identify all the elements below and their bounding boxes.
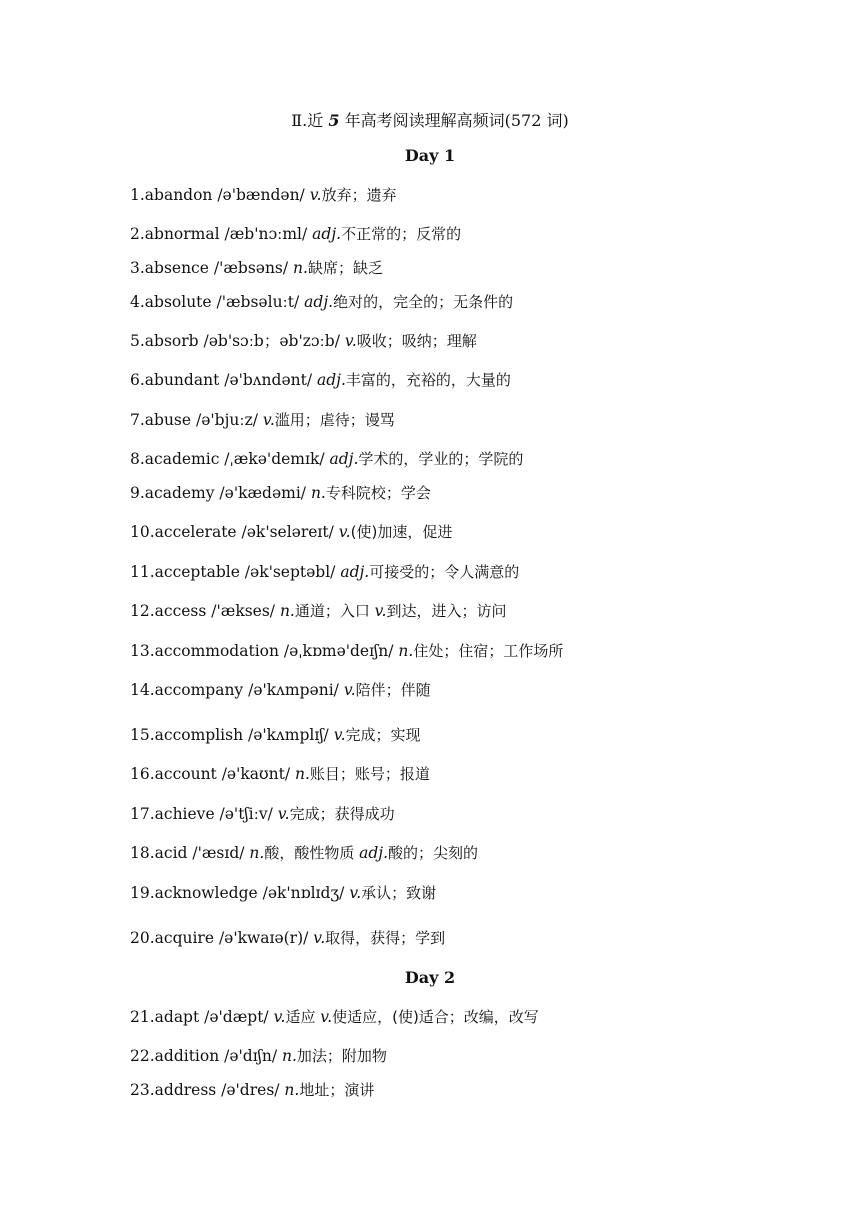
definition: 通道；入口 [294, 602, 375, 620]
definition: 住处；住宿；工作场所 [413, 642, 564, 660]
word: 13.accommodation /əˌkɒmə'deɪʃn/ [130, 642, 399, 660]
part-of-speech: adj. [340, 563, 370, 581]
vocabulary-entry [130, 330, 830, 352]
word: 22.addition /ə'dɪʃn/ [130, 1047, 282, 1065]
vocabulary-entry [130, 882, 830, 904]
vocabulary-entry [130, 184, 830, 206]
vocabulary-entry [130, 1079, 830, 1101]
word: 17.achieve /ə'tʃiːv/ [130, 805, 278, 823]
part-of-speech: v. [344, 332, 357, 350]
definition: 专科院校；学会 [325, 484, 431, 502]
part-of-speech: v. [273, 1008, 286, 1026]
part-of-speech: n. [279, 602, 295, 620]
definition: 地址；演讲 [299, 1081, 375, 1099]
word: 12.access /'ækses/ [130, 602, 280, 620]
definition: 绝对的，完全的；无条件的 [333, 293, 514, 311]
definition: 适应 [285, 1008, 321, 1026]
word: 20.acquire /ə'kwaɪə(r)/ [130, 929, 314, 947]
definition: 吸收；吸纳；理解 [356, 332, 477, 350]
part-of-speech: n. [284, 1081, 300, 1099]
part-of-speech: n. [398, 642, 414, 660]
day-heading: Day 2 [404, 968, 456, 987]
part-of-speech: n. [282, 1047, 297, 1065]
definition: 加法；附加物 [296, 1047, 387, 1065]
vocabulary-entry [130, 1045, 830, 1067]
vocabulary-entry [130, 927, 830, 949]
definition: 酸，酸性物质 [264, 844, 360, 862]
vocabulary-entry [130, 257, 830, 279]
word: 4.absolute /'æbsəluːt/ [130, 293, 305, 311]
part-of-speech: v. [333, 726, 346, 744]
vocabulary-entry [130, 482, 830, 504]
definition: 丰富的，充裕的，大量的 [345, 371, 511, 389]
word: 8.academic /ˌækə'demɪk/ [130, 450, 330, 468]
part-of-speech: adj. [317, 371, 346, 389]
word: 3.absence /'æbsəns/ [130, 259, 294, 277]
word: 6.abundant /ə'bʌndənt/ [130, 371, 317, 389]
part-of-speech: v. [338, 523, 351, 541]
definition: 滥用；虐待；谩骂 [274, 411, 395, 429]
word: 1.abandon /ə'bændən/ [130, 186, 310, 204]
definition: 不正常的；反常的 [341, 225, 462, 243]
definition: 放弃；遗弃 [321, 186, 397, 204]
word: 23.address /ə'dres/ [130, 1081, 285, 1099]
definition: 取得，获得；学到 [325, 929, 446, 947]
word: 10.accelerate /ək'seləreɪt/ [130, 523, 339, 541]
definition-2: 酸的；尖刻的 [388, 844, 479, 862]
vocabulary-entry [130, 803, 830, 825]
vocabulary-entry [130, 561, 830, 583]
page-title [0, 110, 860, 132]
title-suffix: 年高考阅读理解高频词(572 词) [339, 111, 569, 130]
part-of-speech: v. [309, 186, 322, 204]
vocabulary-entry [130, 409, 830, 431]
vocabulary-entry [130, 679, 830, 701]
part-of-speech-2: adj. [359, 844, 389, 862]
part-of-speech: v. [277, 805, 290, 823]
part-of-speech: v. [262, 411, 275, 429]
vocabulary-entry [130, 223, 830, 245]
part-of-speech-2: v. [374, 602, 387, 620]
vocabulary-entry [130, 842, 830, 864]
vocabulary-entry [130, 763, 830, 785]
definition: 学术的，学业的；学院的 [358, 450, 524, 468]
part-of-speech: n. [293, 259, 308, 277]
definition: 完成；获得成功 [289, 805, 395, 823]
definition: 完成；实现 [345, 726, 421, 744]
word: 16.account /ə'kaʊnt/ [130, 765, 295, 783]
definition: 缺席；缺乏 [307, 259, 383, 277]
word: 15.accomplish /ə'kʌmplɪʃ/ [130, 726, 334, 744]
vocabulary-entry [130, 1006, 830, 1028]
part-of-speech: v. [313, 929, 326, 947]
word: 21.adapt /ə'dæpt/ [130, 1008, 274, 1026]
word: 7.abuse /ə'bjuːz/ [130, 411, 263, 429]
vocabulary-entry [130, 521, 830, 543]
word: 2.abnormal /æb'nɔːml/ [130, 225, 313, 243]
definition-2: 使适应，(使)适合；改编，改写 [332, 1008, 539, 1026]
vocabulary-entry [130, 448, 830, 470]
word: 5.absorb /əb'sɔːb；əb'zɔːb/ [130, 332, 345, 350]
word: 9.academy /ə'kædəmi/ [130, 484, 311, 502]
part-of-speech: adj. [304, 293, 334, 311]
definition: 陪伴；伴随 [355, 681, 431, 699]
part-of-speech: adj. [312, 225, 342, 243]
definition-2: 到达，进入；访问 [386, 602, 507, 620]
title-prefix: Ⅱ.近 [291, 111, 329, 130]
part-of-speech: adj. [329, 450, 359, 468]
vocabulary-entry [130, 724, 830, 746]
vocabulary-entry [130, 369, 830, 391]
part-of-speech: v. [349, 884, 362, 902]
part-of-speech: n. [294, 765, 310, 783]
definition: 账目；账号；报道 [309, 765, 430, 783]
word: 18.acid /'æsɪd/ [130, 844, 250, 862]
word: 19.acknowledge /ək'nɒlɪdʒ/ [130, 884, 350, 902]
word: 14.accompany /ə'kʌmpəni/ [130, 681, 344, 699]
vocabulary-entry [130, 600, 830, 622]
part-of-speech: n. [249, 844, 265, 862]
definition: 承认；致谢 [361, 884, 437, 902]
part-of-speech: v. [343, 681, 356, 699]
day-heading: Day 1 [404, 146, 456, 165]
title-number: 5 [328, 111, 340, 130]
vocabulary-entry [130, 291, 830, 313]
part-of-speech-2: v. [320, 1008, 333, 1026]
vocabulary-entry [130, 640, 830, 662]
part-of-speech: n. [310, 484, 326, 502]
definition: (使)加速，促进 [350, 523, 453, 541]
word: 11.acceptable /ək'septəbl/ [130, 563, 341, 581]
definition: 可接受的；令人满意的 [369, 563, 520, 581]
